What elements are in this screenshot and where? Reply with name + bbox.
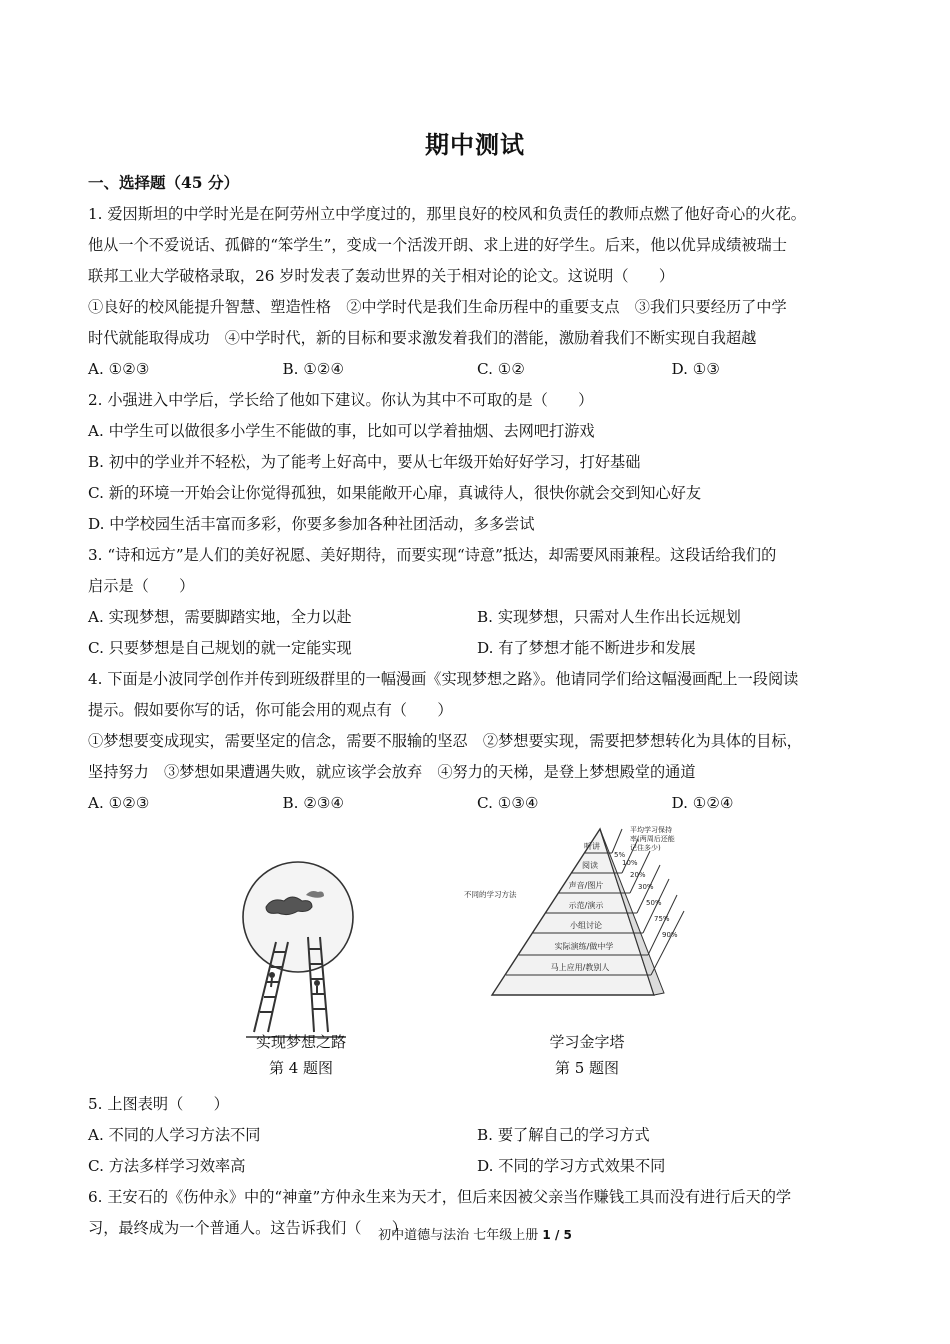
question-list [88,199,866,1244]
figures-row [88,819,866,1089]
option-d: D. ①③ [671,360,721,378]
dream-road-comic [236,847,366,1047]
figure-4-label: 第 4 题图 [268,1059,334,1077]
pyramid-level-label: 声音/图片 [568,881,604,890]
page-title: 期中测试 [425,130,525,159]
question-1-line: ①良好的校风能提升智慧、塑造性格 ②中学时代是我们生命历程中的重要支点 ③我们只要经历了中学 [88,298,787,316]
pyramid-level-label: 小组讨论 [570,921,602,930]
option-c: C. ①② [477,360,525,378]
pyramid-percent: 30% [638,883,654,891]
pyramid-percent: 50% [646,899,662,907]
option-a: A. 不同的人学习方法不同 [88,1126,261,1144]
pyramid-level-label: 示范/演示 [568,901,604,910]
question-4 [88,664,866,819]
page-footer [0,1224,950,1243]
question-5-options-row [88,1120,866,1151]
option-c: C. ①③④ [477,794,539,812]
option-b: B. 初中的学业并不轻松，为了能考上好高中，要从七年级开始好好学习，打好基础 [88,453,641,471]
question-5 [88,1089,866,1182]
option-b: B. 要了解自己的学习方式 [477,1126,650,1144]
page-number: 1 / 5 [542,1228,572,1242]
pyramid-percent: 90% [662,931,678,939]
question-4-line: 坚持努力 ③梦想如果遭遇失败，就应该学会放弃 ④努力的天梯，是登上梦想殿堂的通道 [88,763,696,781]
question-1 [88,199,866,385]
question-3-line: 3. “诗和远方”是人们的美好祝愿、美好期待，而要实现“诗意”抵达，却需要风雨兼程。这段话给我们的 [88,546,777,564]
pyramid-top-label: 率(两周后还能 [630,835,675,843]
pyramid-top-label: 记住多少) [630,844,661,852]
question-6-line: 6. 王安石的《伤仲永》中的“神童”方仲永生来为天才，但后来因被父亲当作赚钱工具而没有进行后天的学 [88,1188,792,1206]
question-4-options [88,788,866,819]
question-4-line: 提示。假如要你写的话，你可能会用的观点有（ ） [88,701,453,719]
question-5-stem: 5. 上图表明（ ） [88,1095,229,1113]
pyramid-top-label: 平均学习保持 [630,826,672,834]
pyramid-percent: 5% [614,851,626,859]
question-1-options [88,354,866,385]
question-3 [88,540,866,664]
option-b: B. ②③④ [282,794,345,812]
option-a: A. ①②③ [88,794,150,812]
question-4-line: 4. 下面是小波同学创作并传到班级群里的一幅漫画《实现梦想之路》。他请同学们给这幅漫画配上一段阅读 [88,670,799,688]
question-3-options-row [88,633,866,664]
pyramid-percent: 10% [622,859,638,867]
option-d: D. 中学校园生活丰富而多彩，你要多参加各种社团活动，多多尝试 [88,515,535,533]
pyramid-level-label: 听讲 [584,842,600,851]
question-1-line: 他从一个不爱说话、孤僻的“笨学生”，变成一个活泼开朗、求上进的好学生。后来，他以优异成绩被瑞士 [88,236,787,254]
question-1-line: 联邦工业大学破格录取，26 岁时发表了轰动世界的关于相对论的论文。这说明（ ） [88,267,675,285]
question-4-line: ①梦想要变成现实，需要坚定的信念，需要不服输的坚忍 ②梦想要实现，需要把梦想转化为具体的目标， [88,732,802,750]
pyramid-level-label: 阅读 [582,861,598,870]
question-3-line: 启示是（ ） [88,577,195,595]
question-3-options-row [88,602,866,633]
option-a: A. 实现梦想，需要脚踏实地，全力以赴 [88,608,352,626]
option-b: B. 实现梦想，只需对人生作出长远规划 [477,608,741,626]
pyramid-percent: 20% [630,871,646,879]
option-d: D. 有了梦想才能不断进步和发展 [477,639,696,657]
pyramid-percent: 75% [654,915,670,923]
option-d: D. 不同的学习方式效果不同 [477,1157,666,1175]
question-2 [88,385,866,540]
option-d: D. ①②④ [671,794,734,812]
option-a: A. 中学生可以做很多小学生不能做的事，比如可以学着抽烟、去网吧打游戏 [88,422,595,440]
question-2-stem: 2. 小强进入中学后，学长给了他如下建议。你认为其中不可取的是（ ） [88,391,594,409]
option-c: C. 只要梦想是自己规划的就一定能实现 [88,639,352,657]
question-1-line: 时代就能取得成功 ④中学时代，新的目标和要求激发着我们的潜能，激励着我们不断实现自我超越 [88,329,757,347]
pyramid-level-label: 实际演练/做中学 [554,942,614,951]
pyramid-level-label: 马上应用/教别人 [550,963,610,972]
option-b: B. ①②④ [282,360,345,378]
question-5-options-row [88,1151,866,1182]
figure-5-label: 第 5 题图 [554,1059,620,1077]
figure-5-caption: 学习金字塔 [549,1033,625,1051]
option-a: A. ①②③ [88,360,150,378]
figure-4-caption: 实现梦想之路 [255,1033,346,1051]
footer-text: 初中道德与法治 七年级上册 [378,1228,539,1243]
option-c: C. 新的环境一开始会让你觉得孤独，如果能敞开心扉，真诚待人，很快你就会交到知心好友 [88,484,702,502]
question-6-line: 习，最终成为一个普通人。这告诉我们（ ） [88,1219,407,1237]
question-1-line: 1. 爱因斯坦的中学时光是在阿劳州立中学度过的，那里良好的校风和负责任的教师点燃了他好奇心的火花。 [88,205,806,223]
pyramid-left-label: 不同的学习方法 [464,890,517,899]
option-c: C. 方法多样学习效率高 [88,1157,246,1175]
section-heading: 一、选择题（45 分） [88,173,239,192]
